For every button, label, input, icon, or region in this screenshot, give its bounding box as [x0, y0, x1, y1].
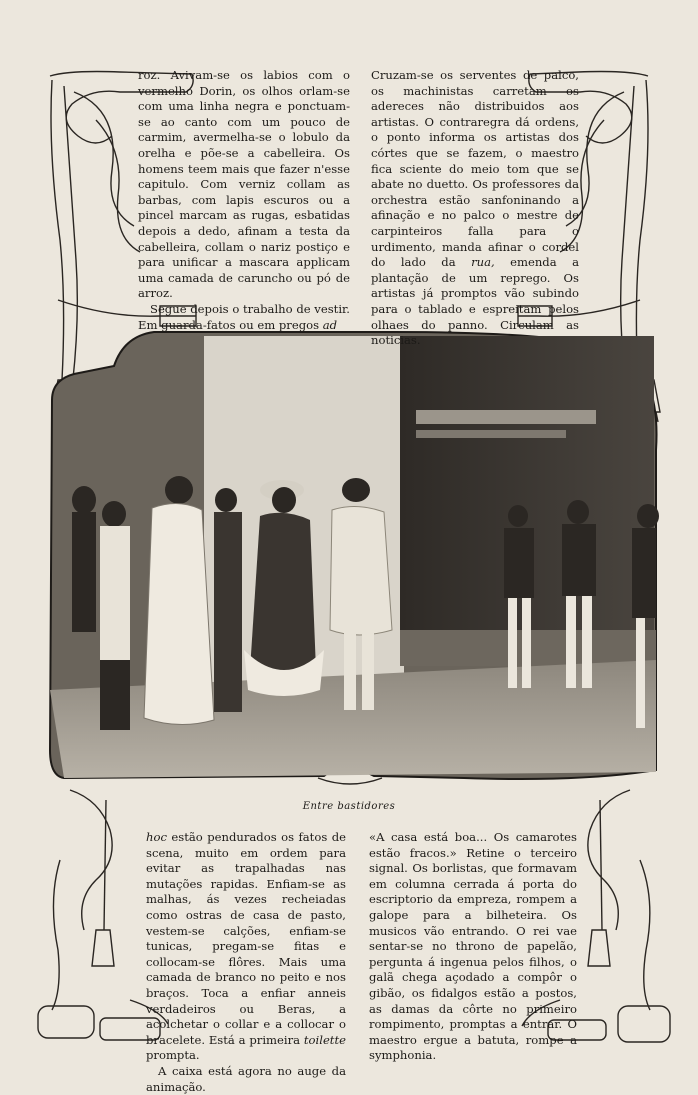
paragraph [146, 1064, 346, 1095]
stage-photograph [44, 330, 666, 786]
photo-caption: Entre bastidores [302, 801, 396, 812]
paragraph-text: «A casa está boa... Os camarotes estão fracos.» Retine o terceiro signal. Os borlistas, que formavam em columna cerrada á porta do escriptorio da empreza, rompem a galope para a bilheteira. Os musicos vão entrando. O rei vae sentar-se no throno de papelão, pergunta á ingenua pelos filhos, o galã chega açodado a compôr o gibão, os fidalgos estão a postos, as damas da côrte no primeiro rompimento, promptas a entrar. O maestro ergue a batuta, rompe a symphonia. [369, 830, 577, 1063]
paragraph-text: estão pendurados os fatos de scena, muito em ordem para evitar as trapalhadas nas mutações rapidas. Enfiam-se as malhas, ás vezes recheiadas como ostras de casa de pasto, vestem-se calções, enfiam-se tunicas, pregam-se fitas e collocam-se flôres. Mais uma camada de branco no peito e nos braços. Toca a enfiar anneis verdadeiros ou Beras, a acolchetar o collar e a collocar o bracelete. Está a primeira [146, 830, 346, 1047]
paragraph [138, 68, 350, 302]
paragraph [146, 830, 346, 1064]
column-top-right [371, 68, 579, 349]
italic-word: ad [322, 317, 338, 332]
paragraph [371, 68, 579, 349]
paragraph [369, 830, 577, 1064]
column-top-left [138, 68, 350, 333]
paragraph-text: prompta. [146, 1048, 200, 1063]
paragraph [138, 302, 350, 333]
paragraph-text: roz. Avivam-se os labios com o vermelho Dorin, os olhos orlam-se com uma linha negra e ponctuam-se ao canto com um pouco de carmim, avermelha-se o lobulo da orelha e põe-se a cabelleira. Os homens teem mais que fazer n'esse capitulo. Com verniz collam as barbas, com lapis escuros ou a pincel marcam as rugas, esbatidas depois a dedo, afinam a testa da cabelleira, collam o nariz postiço e para unificar a mascara applicam uma camada de caruncho ou pó de arroz. [138, 68, 350, 301]
paragraph-text: A caixa está agora no auge da animação. [146, 1063, 346, 1094]
paragraph-text: Cruzam-se os serventes de palco, os machinistas carretam os adereces não distribuidos aos artistas. O contraregra dá ordens, o ponto informa os artistas dos córtes que se fazem, o maestro fica sciente do meio tom que se abate no duetto. Os professores da orchestra estão sanfoninando a afinação e no palco o mestre de carpinteiros falla para o urdimento, manda afinar o cordel do lado da [371, 68, 579, 270]
italic-word: rua, [471, 255, 495, 270]
column-bottom-left [146, 830, 346, 1095]
column-bottom-right [369, 830, 577, 1064]
italic-word: toilette [303, 1032, 346, 1047]
italic-word: hoc [146, 830, 167, 844]
paragraph-text: emenda a plantação de um reprego. Os artistas já promptos vão subindo para o tablado e espreitam pelos olhaes do panno. Circulam as noticias. [371, 255, 579, 348]
paragraph-text: Segue depois o trabalho de vestir. Em guarda-fatos ou em pregos [138, 301, 350, 332]
